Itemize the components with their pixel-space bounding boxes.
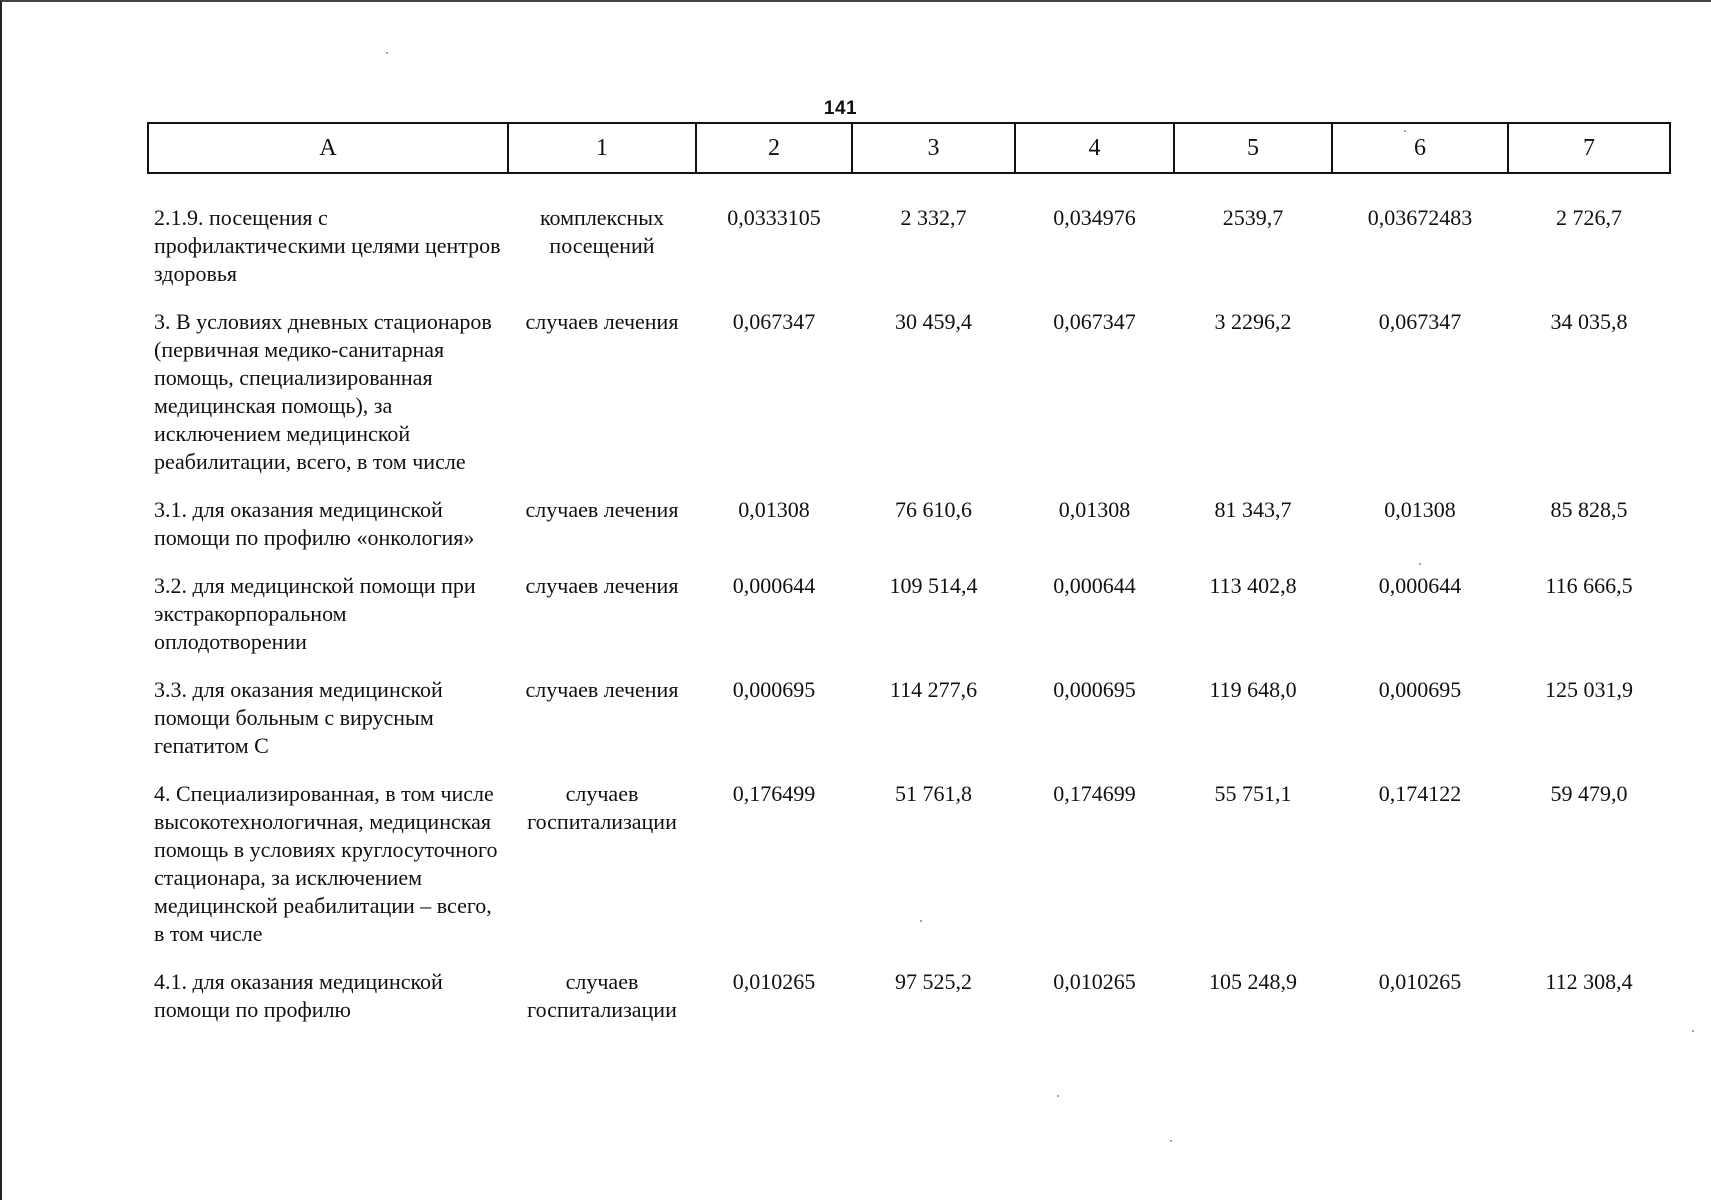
page-number-text: 141 [823, 98, 858, 119]
scan-speck [1170, 1140, 1172, 1142]
row-value-col2: 0,010265 [732, 969, 816, 994]
table-row [148, 676, 1670, 780]
row-unit: случаев лечения [525, 497, 679, 522]
row-value-col6: 0,067347 [1378, 309, 1462, 334]
row-value-col3: 114 277,6 [889, 677, 978, 702]
row-value-col3: 2 332,7 [900, 205, 967, 230]
row-value-col3: 109 514,4 [889, 573, 978, 598]
row-unit: случаев госпитализации [527, 781, 677, 834]
table-row [148, 308, 1670, 496]
page-number [0, 98, 1711, 120]
table-header-row [148, 123, 1670, 173]
row-value-col2: 0,176499 [732, 781, 816, 806]
table-row [148, 572, 1670, 676]
header-cell-6: 6 [1332, 123, 1508, 173]
row-value-col5: 119 648,0 [1209, 677, 1297, 702]
row-value-col6: 0,03672483 [1367, 205, 1473, 230]
row-value-col6: 0,174122 [1378, 781, 1462, 806]
row-value-col7: 85 828,5 [1550, 497, 1628, 522]
row-name: 3.3. для оказания медицинской помощи больным с вирусным гепатитом С [154, 677, 443, 758]
scan-speck [386, 52, 388, 54]
row-name: 2.1.9. посещения с профилактическими целями центров здоровья [154, 205, 501, 286]
row-value-col6: 0,000695 [1378, 677, 1462, 702]
row-value-col7: 2 726,7 [1556, 205, 1622, 230]
row-value-col4: 0,000644 [1053, 573, 1136, 598]
row-unit: случаев лечения [525, 309, 679, 334]
row-unit: случаев лечения [525, 573, 679, 598]
row-value-col6: 0,000644 [1378, 573, 1462, 598]
row-value-col5: 105 248,9 [1209, 969, 1297, 994]
table-row [148, 968, 1670, 1044]
row-value-col2: 0,000644 [732, 573, 816, 598]
row-name: 4. Специализированная, в том числе высокотехнологичная, медицинская помощь в условиях круглосуточного стационара, за исключением медицинской реабилитации – всего, в том числе [154, 781, 498, 946]
row-value-col7: 125 031,9 [1545, 677, 1633, 702]
row-value-col6: 0,010265 [1378, 969, 1462, 994]
header-cell-1: 1 [508, 123, 696, 173]
row-unit: комплексных посещений [539, 205, 665, 258]
table-row [148, 780, 1670, 968]
row-value-col5: 55 751,1 [1214, 781, 1292, 806]
scan-speck [1057, 1095, 1059, 1097]
header-cell-7: 7 [1508, 123, 1670, 173]
header-cell-3: 3 [852, 123, 1015, 173]
row-value-col7: 116 666,5 [1545, 573, 1633, 598]
row-value-col4: 0,034976 [1053, 205, 1136, 230]
row-value-col2: 0,000695 [732, 677, 816, 702]
row-value-col4: 0,174699 [1053, 781, 1136, 806]
table-row [148, 496, 1670, 572]
row-value-col6: 0,01308 [1384, 497, 1456, 522]
row-value-col4: 0,01308 [1058, 497, 1131, 522]
row-value-col5: 3 2296,2 [1214, 309, 1292, 334]
row-name: 4.1. для оказания медицинской помощи по профилю [154, 969, 443, 1022]
row-value-col5: 2539,7 [1222, 205, 1284, 230]
row-value-col7: 59 479,0 [1550, 781, 1628, 806]
table-row [148, 204, 1670, 308]
header-cell-a: А [148, 123, 508, 173]
row-value-col2: 0,067347 [732, 309, 816, 334]
header-cell-2: 2 [696, 123, 852, 173]
row-name: 3.2. для медицинской помощи при экстракорпоральном оплодотворении [154, 573, 476, 654]
row-value-col3: 51 761,8 [895, 781, 972, 806]
scan-speck [1404, 130, 1406, 132]
row-value-col4: 0,010265 [1053, 969, 1136, 994]
header-cell-4: 4 [1015, 123, 1174, 173]
row-name: 3.1. для оказания медицинской помощи по профилю «онкология» [154, 497, 475, 550]
row-value-col3: 30 459,4 [895, 309, 972, 334]
scan-speck [1419, 563, 1421, 565]
row-value-col3: 97 525,2 [895, 969, 972, 994]
scan-speck [920, 920, 922, 922]
row-unit: случаев лечения [525, 677, 679, 702]
row-value-col5: 113 402,8 [1209, 573, 1297, 598]
row-value-col3: 76 610,6 [895, 497, 972, 522]
row-value-col7: 112 308,4 [1545, 969, 1633, 994]
row-value-col4: 0,000695 [1053, 677, 1136, 702]
row-value-col2: 0,01308 [738, 497, 810, 522]
row-value-col2: 0,0333105 [727, 205, 821, 230]
row-value-col7: 34 035,8 [1550, 309, 1628, 334]
header-cell-5: 5 [1174, 123, 1332, 173]
table-spacer [148, 173, 1670, 204]
scan-speck [1692, 1030, 1694, 1032]
row-unit: случаев госпитализации [527, 969, 677, 1022]
row-value-col4: 0,067347 [1053, 309, 1136, 334]
norms-table [147, 122, 1671, 1044]
row-value-col5: 81 343,7 [1214, 497, 1292, 522]
row-name: 3. В условиях дневных стационаров (первичная медико-санитарная помощь, специализированная медицинская помощь), за исключением медицинской реабилитации, всего, в том числе [154, 309, 492, 474]
